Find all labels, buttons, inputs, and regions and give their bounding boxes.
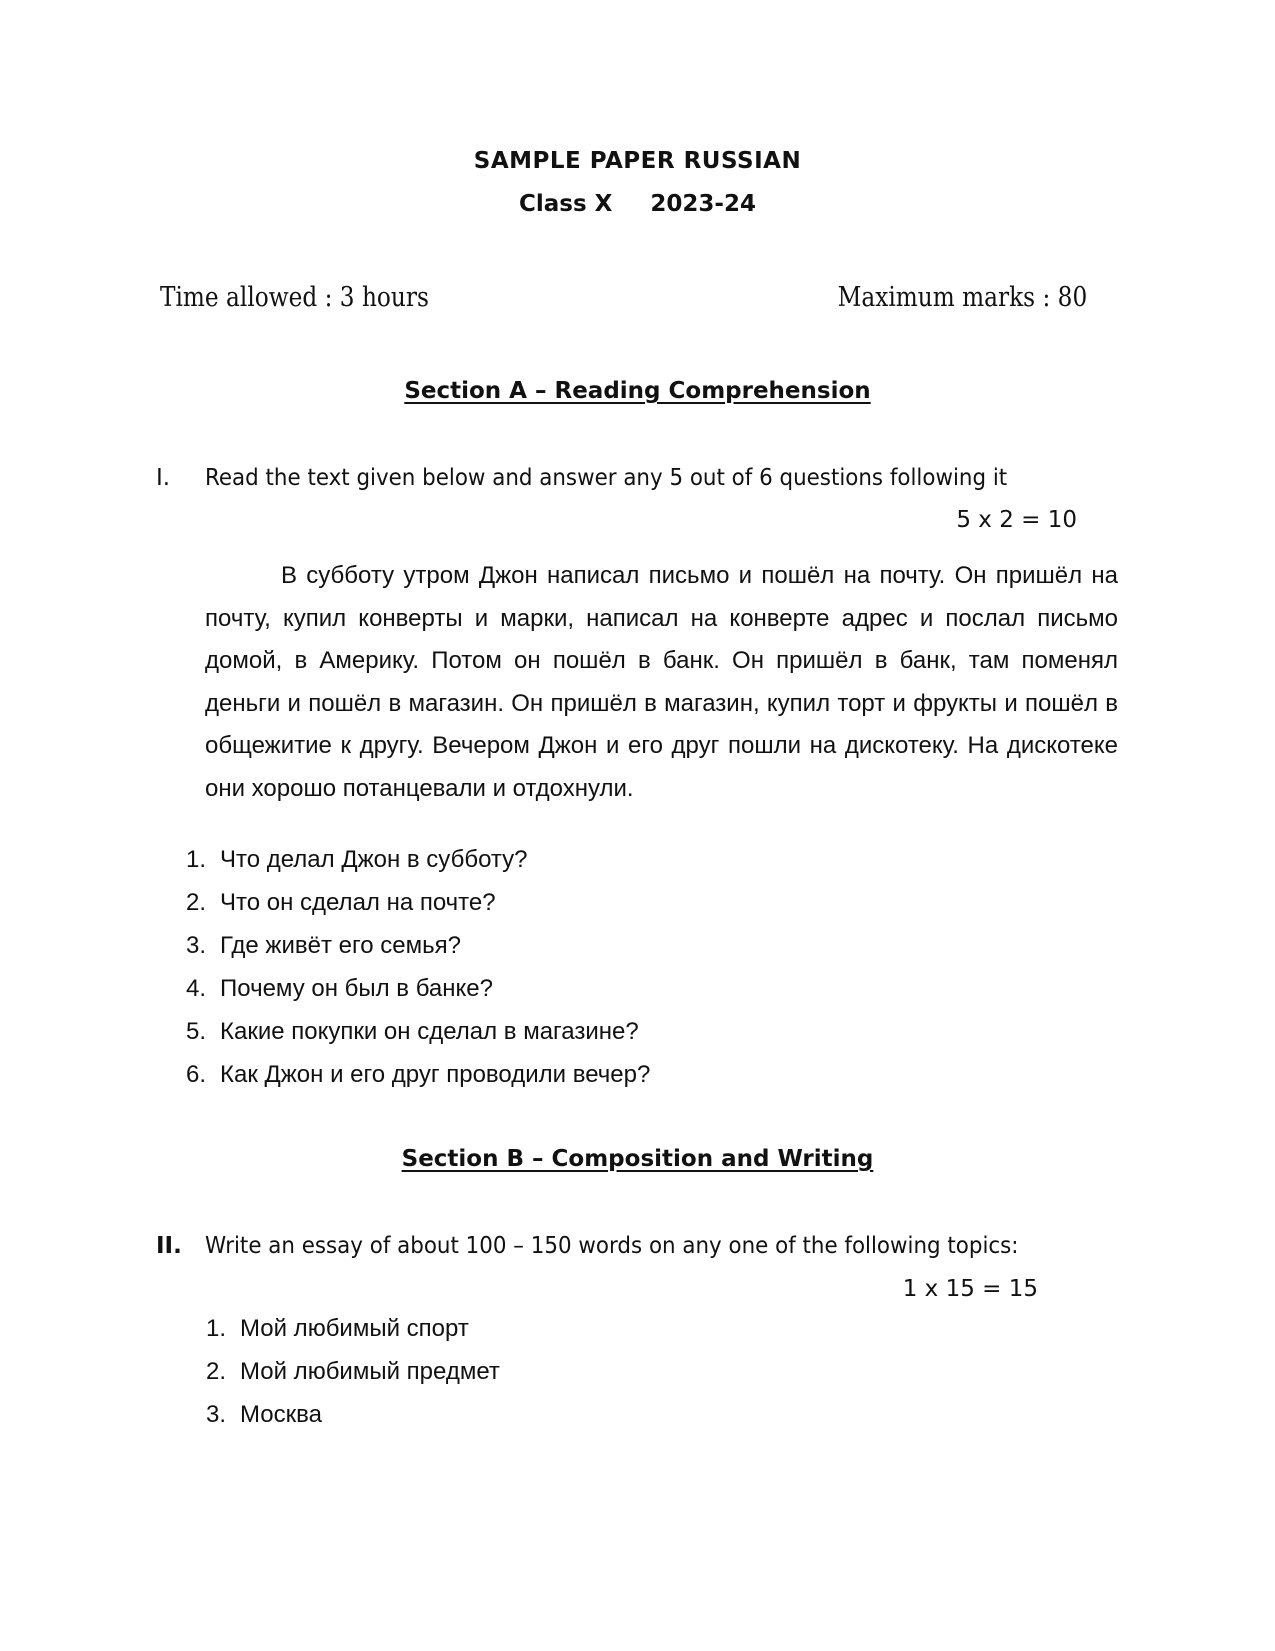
section-b-marks: 1 x 15 = 15 — [902, 1276, 1038, 1302]
question-number-2: II. — [156, 1233, 182, 1259]
topic-number: 1. — [205, 1315, 226, 1342]
list-item — [178, 967, 650, 1010]
question-text: Что он сделал на почте? — [220, 889, 496, 916]
list-item — [178, 881, 650, 924]
question-number: 6. — [185, 1061, 206, 1088]
list-item — [198, 1350, 500, 1393]
question-text: Какие покупки он сделал в магазине? — [220, 1018, 639, 1045]
section-b-heading: Section B – Composition and Writing — [401, 1146, 874, 1172]
question-number: 2. — [185, 889, 206, 916]
question-number: 4. — [185, 975, 206, 1002]
paper-title: SAMPLE PAPER RUSSIAN — [473, 148, 802, 174]
list-item — [178, 838, 650, 881]
section-b-instruction: Write an essay of about 100 – 150 words on any one of the following topics: — [205, 1233, 1019, 1259]
section-a-instruction: Read the text given below and answer any 5 out of 6 questions following it — [205, 465, 1008, 491]
question-text: Где живёт его семья? — [220, 932, 461, 959]
time-allowed: Time allowed : 3 hours — [160, 282, 429, 313]
list-item — [178, 924, 650, 967]
topic-text: Мой любимый спорт — [240, 1315, 469, 1342]
reading-passage: В субботу утром Джон написал письмо и пошёл на почту. Он пришёл на почту, купил конверты и марки, написал на конверте адрес и послал письмо домой, в Америку. Потом он пошёл в банк. Он пришёл в банк, там поменял деньги и пошёл в магазин. Он пришёл в магазин, купил торт и фрукты и пошёл в общежитие к другу. Вечером Джон и его друг пошли на дискотеку. На дискотеке они хорошо потанцевали и отдохнули. — [205, 562, 1118, 802]
comprehension-questions — [178, 838, 650, 1096]
topic-text: Мой любимый предмет — [240, 1358, 500, 1385]
list-item — [198, 1307, 500, 1350]
class-label: Class X — [519, 191, 613, 217]
topic-number: 3. — [205, 1401, 226, 1428]
topic-text: Москва — [240, 1401, 322, 1428]
list-item — [178, 1053, 650, 1096]
list-item — [178, 1010, 650, 1053]
question-text: Что делал Джон в субботу? — [220, 846, 528, 873]
question-text: Почему он был в банке? — [220, 975, 493, 1002]
question-number: 3. — [185, 932, 206, 959]
question-text: Как Джон и его друг проводили вечер? — [220, 1061, 651, 1088]
class-and-year — [0, 191, 1275, 217]
question-number: 1. — [185, 846, 206, 873]
section-a-heading: Section A – Reading Comprehension — [404, 378, 871, 404]
academic-year: 2023-24 — [650, 191, 756, 217]
question-number: 5. — [185, 1018, 206, 1045]
topic-number: 2. — [205, 1358, 226, 1385]
essay-topics — [198, 1307, 500, 1436]
question-number-1: I. — [156, 465, 171, 491]
section-a-marks: 5 x 2 = 10 — [956, 507, 1077, 533]
maximum-marks: Maximum marks : 80 — [837, 282, 1087, 313]
list-item — [198, 1393, 500, 1436]
